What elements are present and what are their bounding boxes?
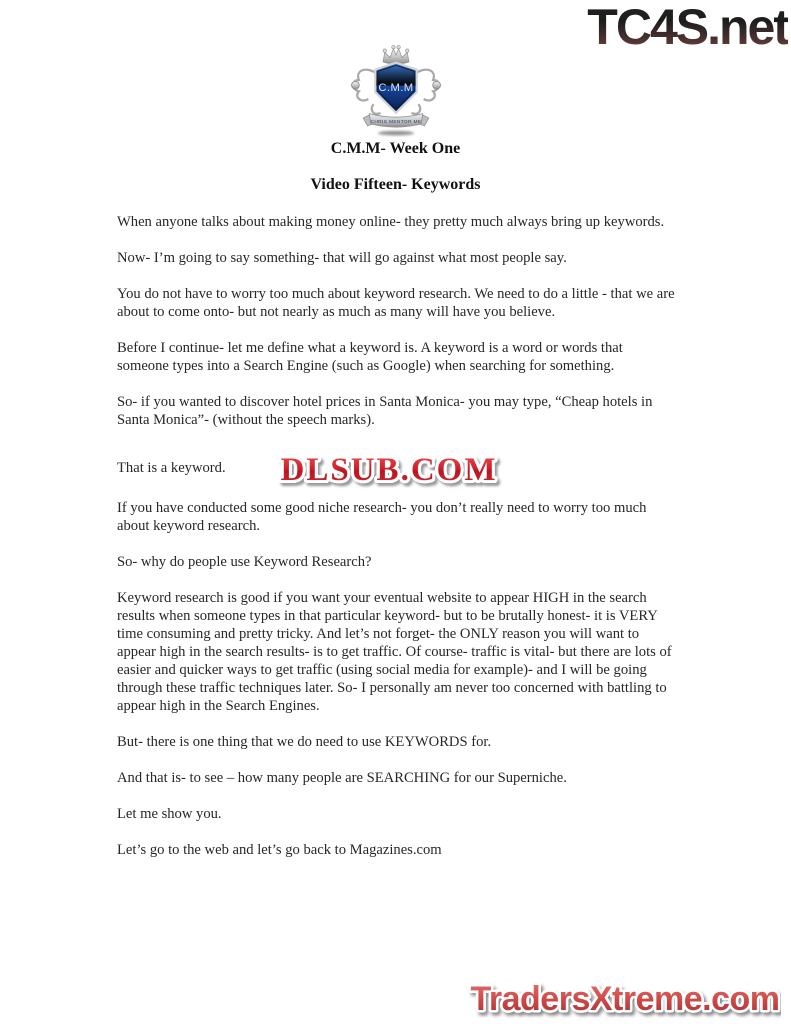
paragraph: Before I continue- let me define what a keyword is. A keyword is a word or words that someone types into a Search Engine (such as Google) when searching for something. [117,340,623,374]
cmm-crest-logo [344,42,448,137]
dlsub-watermark [249,447,529,489]
paragraph: When anyone talks about making money online- they pretty much always bring up keywords. [117,214,665,230]
keyword-line: That is a keyword. [117,460,226,476]
ribbon-banner [363,114,429,127]
paragraph: So- if you wanted to discover hotel prices in Santa Monica- you may type, “Cheap hotels in Santa Monica”- (without the speech marks). [117,394,653,428]
paragraph: Keyword research is good if you want your eventual website to appear HIGH in the search results when someone types in that particular keyword- but to be brutally honest- it is VERY time consuming and pretty tricky. And let’s not forget- the ONLY reason you will want to appear high in the search results- is to get traffic. Of course- traffic is vital- but there are lots of easier and quicker ways to get traffic (using social media for example)- and I will be going through these traffic techniques later. So- I personally am never too concerned with battling to appear high in the Search Engines. [117,590,672,714]
shield-monogram: C.M.M [377,82,414,95]
tradersxtreme-watermark-text: TradersXtreme.com [470,980,780,1018]
right-medallion [432,81,440,89]
paragraph: Now- I’m going to say something- that will go against what most people say. [117,250,567,266]
crown-icon [383,45,409,64]
body-text [117,213,676,877]
page-subtitle: Video Fifteen- Keywords [310,176,481,193]
crest-shadow [377,131,413,135]
page-title: C.M.M- Week One [330,140,461,157]
left-medallion [351,81,359,89]
paragraph: You do not have to worry too much about keyword research. We need to do a little - that we are about to come onto- but not nearly as much as many will have you believe. [117,286,675,320]
ribbon-label: CHRIS MENTOR ME [370,119,421,125]
keyword-line-row [117,447,676,489]
crest-icon [344,42,448,137]
tradersxtreme-watermark [469,977,781,1023]
paragraph: Let me show you. [117,806,222,822]
tradersxtreme-banner [469,977,781,1023]
paragraph: And that is- to see – how many people are SEARCHING for our Superniche. [117,770,567,786]
paragraph: Let’s go to the web and let’s go back to Magazines.com [117,842,442,858]
paragraph: So- why do people use Keyword Research? [117,554,372,570]
dlsub-watermark-text: DLSUB.COM [280,452,498,488]
tc4s-watermark: TC4S.net [587,0,788,55]
paragraph: If you have conducted some good niche research- you don’t really need to worry too much about keyword research. [117,500,647,534]
paragraph: But- there is one thing that we do need to use KEYWORDS for. [117,734,492,750]
